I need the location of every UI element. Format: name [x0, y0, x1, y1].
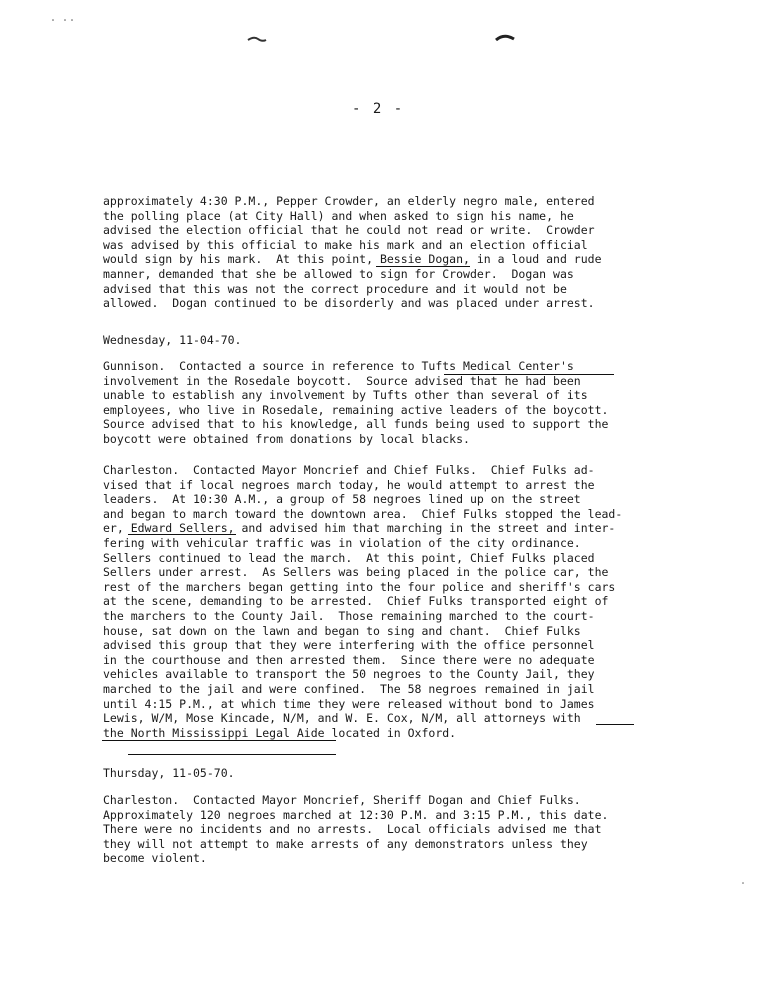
scan-smudge-mark — [494, 32, 516, 44]
text-line: vised that if local negroes march today, he would attempt to arrest the — [103, 477, 595, 492]
underline-mark — [376, 266, 470, 267]
text-line: employees, who live in Rosedale, remaining active leaders of the boycott. — [103, 402, 609, 417]
text-line: Source advised that to his knowledge, all funds being used to support the — [103, 417, 609, 432]
text-line: the North Mississippi Legal Aide located in Oxford. — [103, 725, 457, 740]
text-line: Gunnison. Contacted a source in reference to Tufts Medical Center's — [103, 359, 574, 373]
text-line: manner, demanded that she be allowed to sign for Crowder. Dogan was — [103, 266, 574, 281]
right-edge-speck-mark — [740, 880, 746, 886]
text-line: leaders. At 10:30 A.M., a group of 58 negroes lined up on the street — [103, 492, 581, 507]
text-line: marched to the jail and were confined. The 58 negroes remained in jail — [103, 681, 595, 696]
underline-mark — [128, 754, 336, 755]
text-line: become violent. — [103, 851, 207, 866]
underline-mark — [102, 740, 336, 741]
text-line: boycott were obtained from donations by local blacks. — [103, 431, 470, 446]
text-line: Sellers continued to lead the march. At this point, Chief Fulks placed — [103, 550, 595, 565]
text-line: There were no incidents and no arrests. Local officials advised me that — [103, 822, 602, 837]
paragraph-1 — [103, 194, 668, 311]
text-line: advised this group that they were interfering with the office personnel — [103, 638, 595, 653]
text-line: approximately 4:30 P.M., Pepper Crowder, an elderly negro male, entered — [103, 194, 595, 208]
text-line: until 4:15 P.M., at which time they were released without bond to James — [103, 696, 595, 711]
text-line: Lewis, W/M, Mose Kincade, N/M, and W. E. Cox, N/M, all attorneys with — [103, 711, 581, 726]
paragraph-4 — [103, 793, 668, 866]
scan-smudge-mark — [246, 34, 268, 44]
scan-speck-mark — [50, 16, 80, 24]
text-line: in the courthouse and then arrested them. Since there were no adequate — [103, 652, 595, 667]
text-line: allowed. Dogan continued to be disorderly and was placed under arrest. — [103, 296, 595, 311]
underline-mark — [128, 534, 236, 535]
text-line: vehicles available to transport the 50 negroes to the County Jail, they — [103, 667, 595, 682]
text-line: advised that this was not the correct procedure and it would not be — [103, 281, 567, 296]
text-line: rest of the marchers began getting into the four police and sheriff's cars — [103, 579, 616, 594]
date-heading-2: Thursday, 11-05-70. — [103, 766, 235, 780]
text-line: advised the election official that he could not read or write. Crowder — [103, 223, 595, 238]
text-line: Sellers under arrest. As Sellers was being placed in the police car, the — [103, 565, 609, 580]
date-heading-1: Wednesday, 11-04-70. — [103, 333, 242, 347]
text-line: fering with vehicular traffic was in violation of the city ordinance. — [103, 535, 581, 550]
underline-mark — [596, 724, 634, 725]
text-line: the polling place (at City Hall) and when asked to sign his name, he — [103, 208, 574, 223]
text-line: Charleston. Contacted Mayor Moncrief, Sheriff Dogan and Chief Fulks. — [103, 793, 581, 807]
text-line: involvement in the Rosedale boycott. Source advised that he had been — [103, 373, 581, 388]
text-line: at the scene, demanding to be arrested. Chief Fulks transported eight of — [103, 594, 609, 609]
paragraph-2 — [103, 359, 668, 447]
text-line: the marchers to the County Jail. Those remaining marched to the court- — [103, 608, 595, 623]
text-line: Approximately 120 negroes marched at 12:30 P.M. and 3:15 P.M., this date. — [103, 807, 609, 822]
text-line: was advised by this official to make his mark and an election official — [103, 237, 588, 252]
paragraph-3 — [103, 463, 668, 740]
text-line: and began to march toward the downtown area. Chief Fulks stopped the lead- — [103, 506, 623, 521]
underline-mark — [444, 374, 614, 375]
text-line: would sign by his mark. At this point, Bessie Dogan, in a loud and rude — [103, 252, 602, 267]
text-line: they will not attempt to make arrests of any demonstrators unless they — [103, 836, 588, 851]
text-line: unable to establish any involvement by Tufts other than several of its — [103, 388, 588, 403]
text-line: er, Edward Sellers, and advised him that marching in the street and inter- — [103, 521, 616, 536]
text-line: Charleston. Contacted Mayor Moncrief and Chief Fulks. Chief Fulks ad- — [103, 463, 595, 477]
text-line: house, sat down on the lawn and began to sing and chant. Chief Fulks — [103, 623, 581, 638]
page-number: - 2 - — [352, 101, 405, 117]
